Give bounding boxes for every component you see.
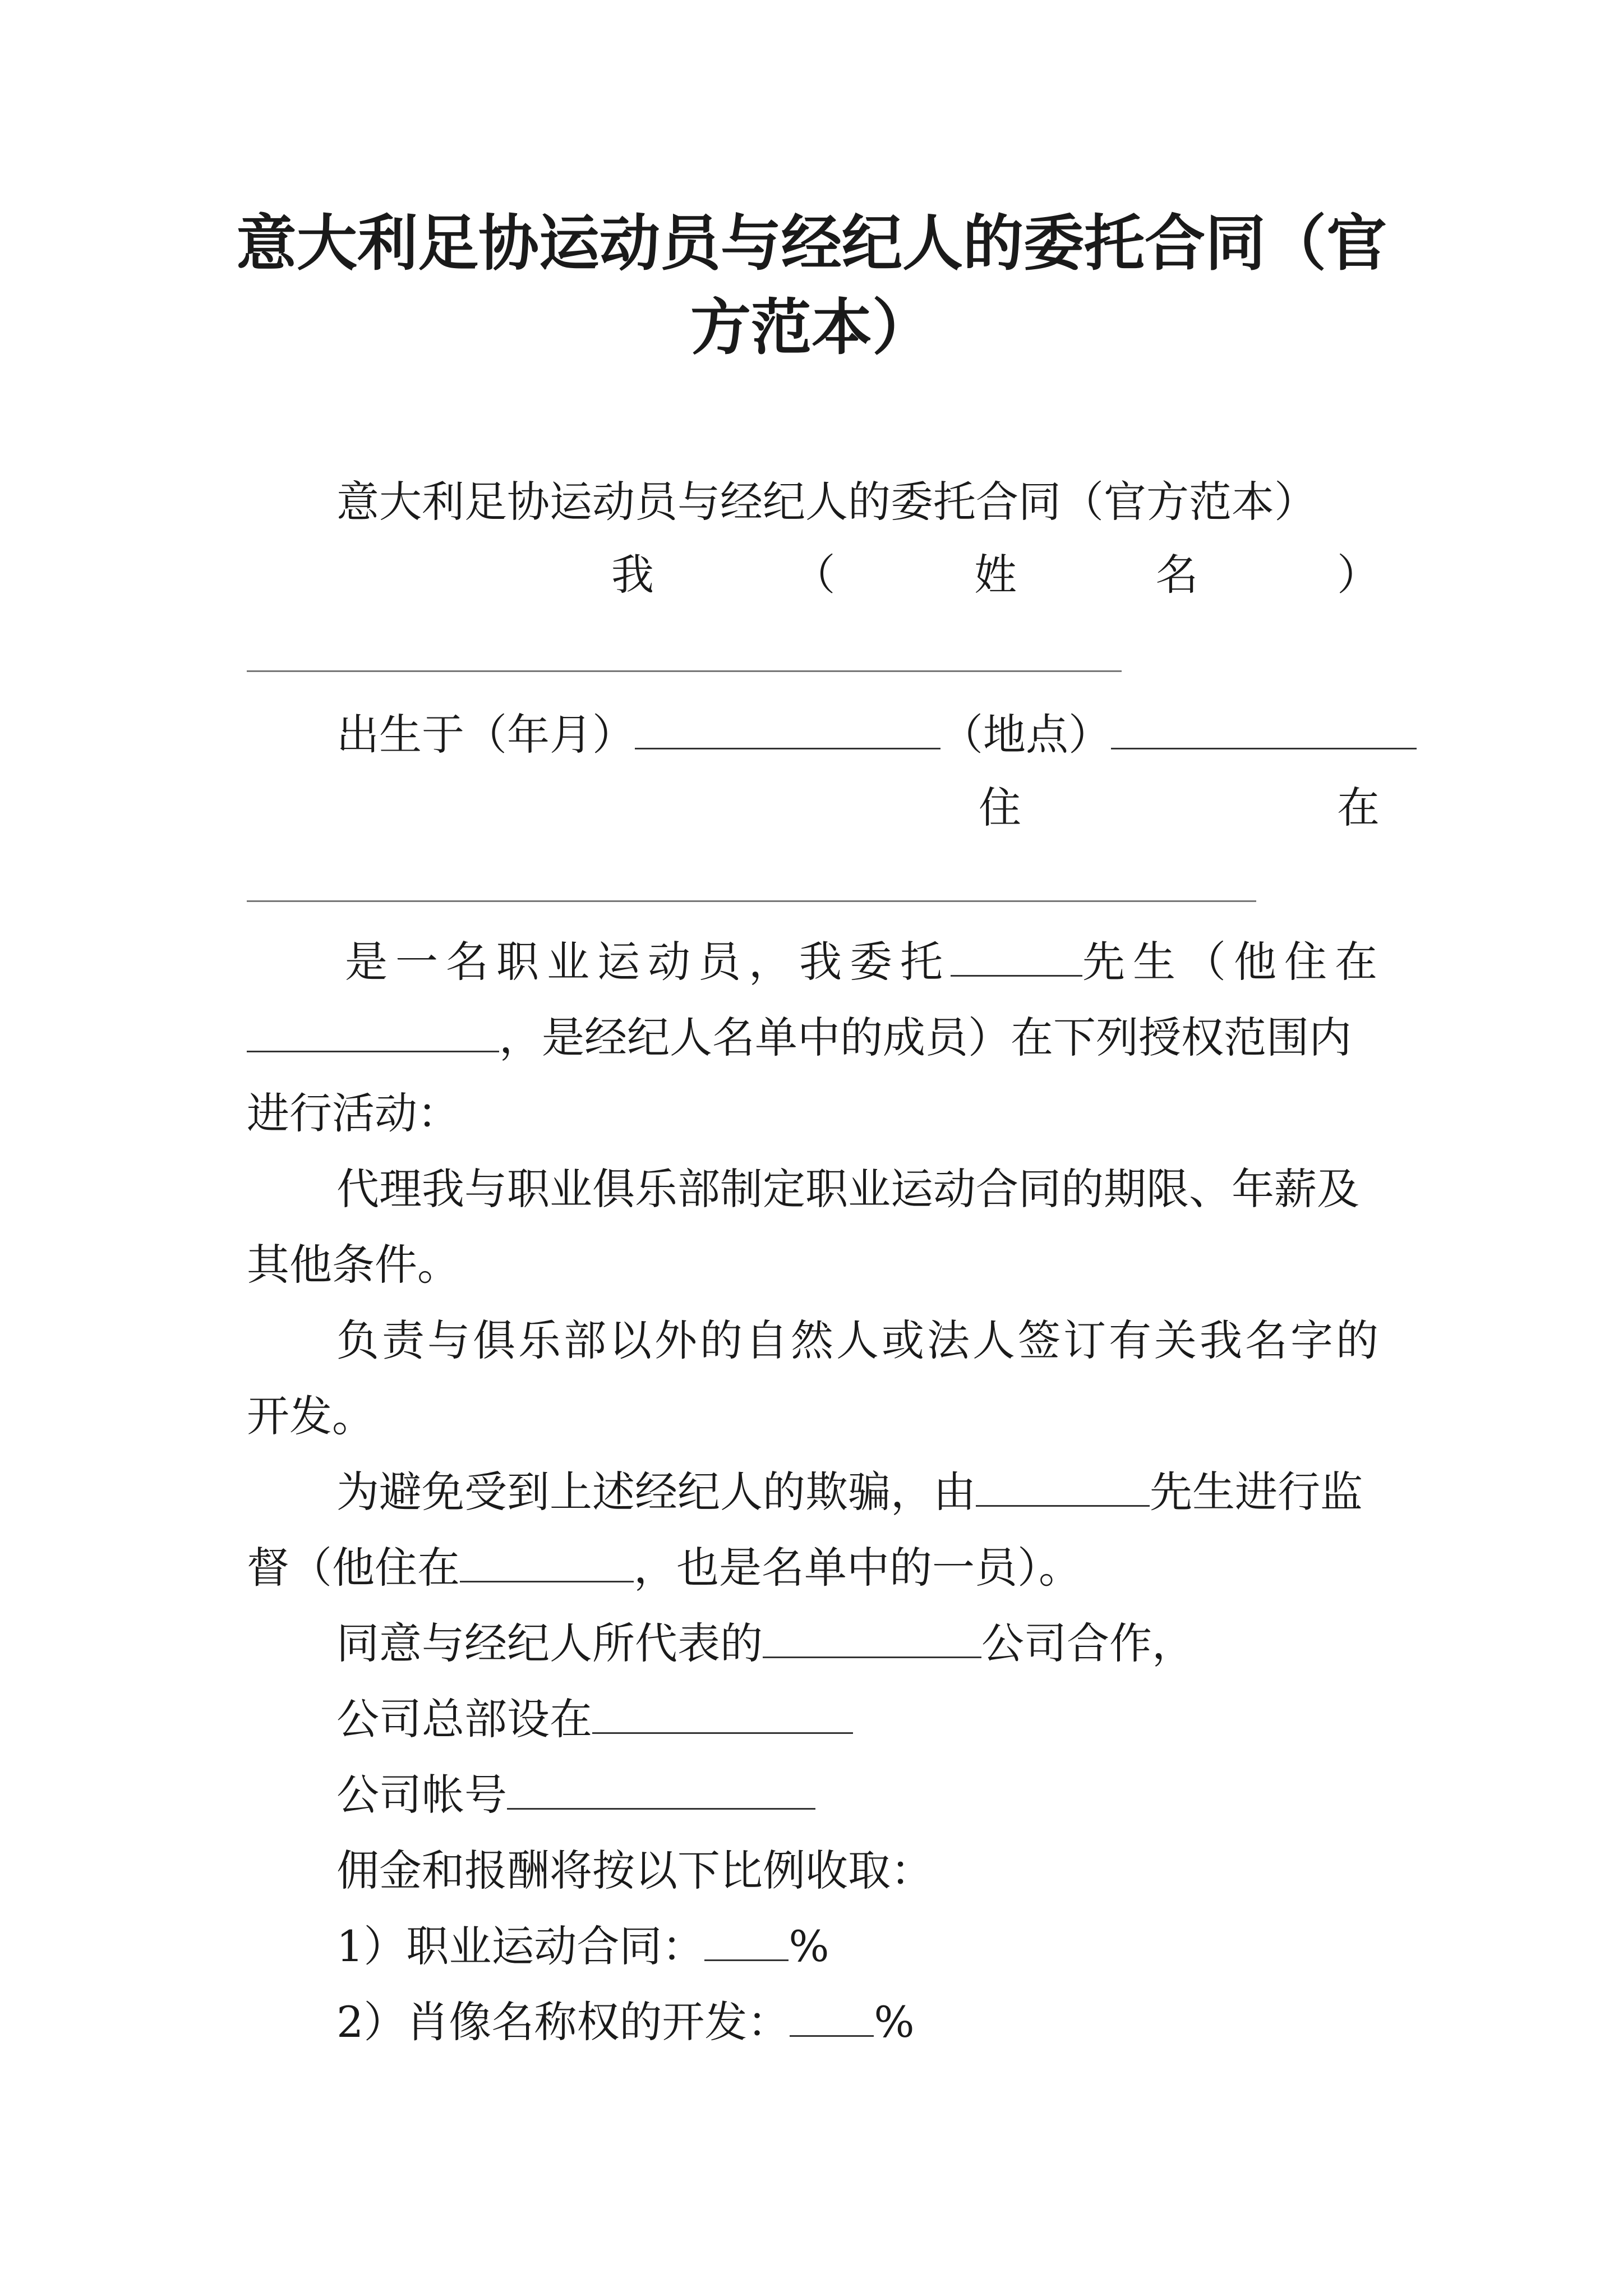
supervisor-address-blank <box>460 1540 634 1582</box>
para1-text-b: 先生（他住在 <box>1082 937 1385 987</box>
place-label: （地点） <box>940 710 1111 760</box>
paragraph-4-line-2 <box>247 1540 1081 1596</box>
reside-label <box>979 780 1380 836</box>
item1-label: 1）职业运动合同： <box>336 1921 705 1971</box>
para1-text-a: 是一名职业运动员，我委托 <box>345 937 951 987</box>
name-field-label <box>611 547 1380 603</box>
supervisor-name-blank <box>976 1465 1150 1507</box>
account-line <box>336 1767 815 1823</box>
name-char-2: （ <box>792 550 836 600</box>
paragraph-4-line-1 <box>336 1464 1363 1520</box>
reside-char-2: 在 <box>1337 783 1380 832</box>
subtitle: 意大利足协运动员与经纪人的委托合同（官方范本） <box>336 477 1317 527</box>
account-blank <box>507 1768 815 1810</box>
company-name-blank <box>763 1616 981 1658</box>
item2-percent-sign: % <box>874 1997 915 2047</box>
paragraph-1-line-3: 进行活动： <box>247 1088 460 1138</box>
name-blank-line <box>247 670 1122 672</box>
birth-place-blank <box>1111 707 1417 749</box>
para4-text-c: 督（他住在 <box>247 1543 460 1593</box>
document-title-line-2: 方范本） <box>690 293 933 363</box>
paragraph-1-line-1 <box>345 934 1385 990</box>
account-label: 公司帐号 <box>336 1770 507 1820</box>
paragraph-3-line-1: 负责与俱乐部以外的自然人或法人签订有关我名字的 <box>336 1315 1381 1365</box>
para4-text-a: 为避免受到上述经纪人的欺骗，由 <box>336 1467 976 1517</box>
residence-blank-line <box>247 900 1256 902</box>
item2-percent-blank <box>790 1995 874 2037</box>
para4-text-d: ，也是名单中的一员）。 <box>634 1543 1081 1593</box>
commission-heading: 佣金和报酬将按以下比例收取： <box>336 1846 933 1895</box>
item1-percent-sign: % <box>789 1921 829 1971</box>
paragraph-2-line-2: 其他条件。 <box>247 1240 460 1290</box>
paragraph-1-line-2 <box>247 1010 1352 1066</box>
agree-text-a: 同意与经纪人所代表的 <box>336 1618 763 1668</box>
agent-name-blank <box>951 935 1082 977</box>
paragraph-2-line-1: 代理我与职业俱乐部制定职业运动合同的期限、年薪及 <box>336 1164 1359 1214</box>
paragraph-3-line-2: 开发。 <box>247 1391 375 1441</box>
agent-address-blank <box>247 1010 499 1052</box>
document-title-line-1: 意大利足协运动员与经纪人的委托合同（官 <box>236 209 1387 279</box>
name-char-5: ） <box>1337 550 1380 600</box>
para1-text-c: ，是经纪人名单中的成员）在下列授权范围内 <box>499 1013 1352 1062</box>
name-char-4: 名 <box>1155 550 1198 600</box>
para4-text-b: 先生进行监 <box>1150 1467 1363 1517</box>
commission-item-2 <box>336 1994 915 2050</box>
commission-item-1 <box>336 1918 829 1975</box>
birth-label: 出生于（年月） <box>336 710 635 760</box>
birth-date-blank <box>635 707 940 749</box>
name-char-3: 姓 <box>974 550 1017 600</box>
agree-text-b: 公司合作， <box>981 1618 1195 1668</box>
headquarters-line <box>336 1691 853 1747</box>
item2-label: 2）肖像名称权的开发： <box>336 1997 790 2047</box>
reside-char-1: 住 <box>979 783 1021 832</box>
name-char-1: 我 <box>611 550 654 600</box>
hq-blank <box>592 1692 853 1734</box>
birth-line <box>336 707 1417 763</box>
agree-line <box>336 1616 1195 1672</box>
item1-percent-blank <box>704 1919 789 1961</box>
hq-label: 公司总部设在 <box>336 1694 592 1744</box>
